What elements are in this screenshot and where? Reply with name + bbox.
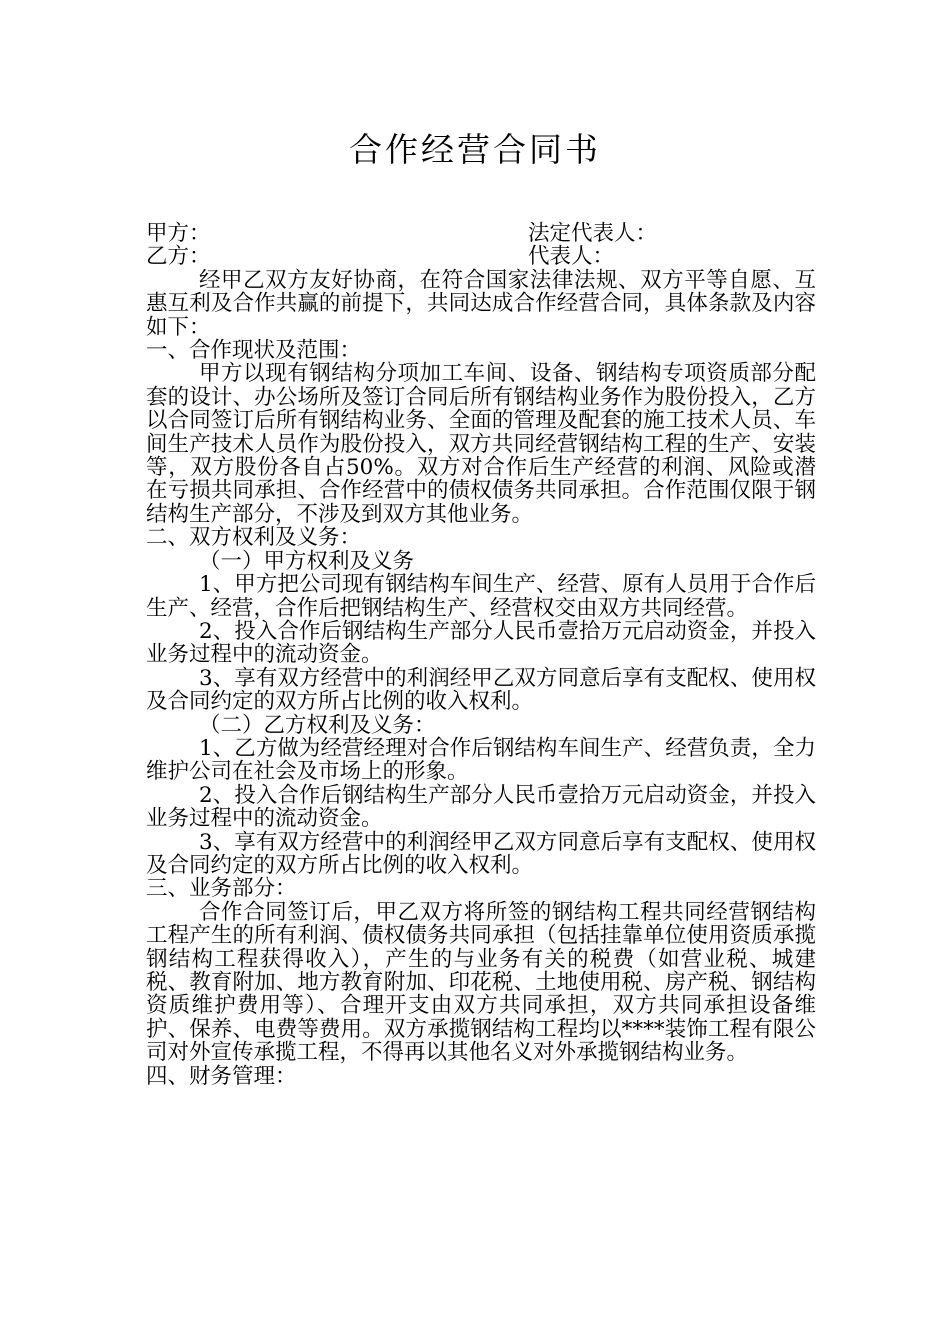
- party-b-label: 乙方：: [146, 244, 211, 270]
- section3-text: 合作合同签订后，甲乙双方将所签的钢结构工程共同经营钢结构工程产生的所有利润、债权债务共同承担（包括挂靠单位使用资质承揽钢结构工程获得收入），产生的与业务有关的税费（如营业税、城建税、教育附加、地方教育附加、印花税、土地使用税、房产税、钢结构资质维护费用等）、合理开支由双方共同承担，双方共同承担设备维护、保养、电费等费用。双方承揽钢结构工程均以****装饰工程有限公司对外宣传承揽工程，不得再以其他名义对外承揽钢结构业务。: [146, 899, 816, 1066]
- party-a-item-2: 2、投入合作后钢结构生产部分人民币壹拾万元启动资金，并投入业务过程中的流动资金。: [146, 618, 816, 668]
- party-b-item-2: 2、投入合作后钢结构生产部分人民币壹拾万元启动资金，并投入业务过程中的流动资金。: [146, 782, 816, 832]
- section2-heading: 二、双方权利及义务：: [146, 525, 362, 551]
- section3-heading: 三、业务部分：: [146, 876, 297, 902]
- party-b-row: [146, 245, 816, 268]
- party-a-row: [146, 222, 816, 245]
- section1-text: 甲方以现有钢结构分项加工车间、设备、钢结构专项资质部分配套的设计、办公场所及签订合同后所有钢结构业务作为股份投入，乙方以合同签订后所有钢结构业务、全面的管理及配套的施工技术人员、车间生产技术人员作为股份投入，双方共同经营钢结构工程的生产、安装等，双方股份各自占50%。双方对合作后生产经营的利润、风险或潜在亏损共同承担、合作经营中的债权债务共同承担。合作范围仅限于钢结构生产部分，不涉及到双方其他业务。: [146, 361, 816, 527]
- party-b-rep-label: 代表人：: [528, 244, 615, 270]
- party-b-rights-heading: （二）乙方权利及义务：: [199, 712, 436, 738]
- document-body: [146, 222, 816, 1088]
- document-title: 合作经营合同书: [349, 130, 601, 169]
- section1-heading: 一、合作现状及范围：: [146, 338, 362, 364]
- party-a-rep-label: 法定代表人：: [528, 221, 658, 246]
- party-a-rights-heading: （一）甲方权利及义务: [199, 548, 415, 574]
- intro-paragraph: 经甲乙双方友好协商，在符合国家法律法规、双方平等自愿、互惠互利及合作共赢的前提下，共同达成合作经营合同，具体条款及内容如下：: [146, 267, 816, 340]
- party-a-item-3: 3、享有双方经营中的利润经甲乙双方同意后享有支配权、使用权及合同约定的双方所占比例的收入权利。: [146, 665, 816, 715]
- party-a-item-1: 1、甲方把公司现有钢结构车间生产、经营、原有人员用于合作后生产、经营，合作后把钢结构生产、经营权交由双方共同经营。: [146, 572, 816, 621]
- party-a-label: 甲方：: [146, 221, 211, 246]
- party-b-item-3: 3、享有双方经营中的利润经甲乙双方同意后享有支配权、使用权及合同约定的双方所占比例的收入权利。: [146, 829, 816, 878]
- party-b-item-1: 1、乙方做为经营经理对合作后钢结构车间生产、经营负责，全力维护公司在社会及市场上的形象。: [146, 735, 816, 785]
- section4-heading: 四、财务管理：: [146, 1063, 297, 1089]
